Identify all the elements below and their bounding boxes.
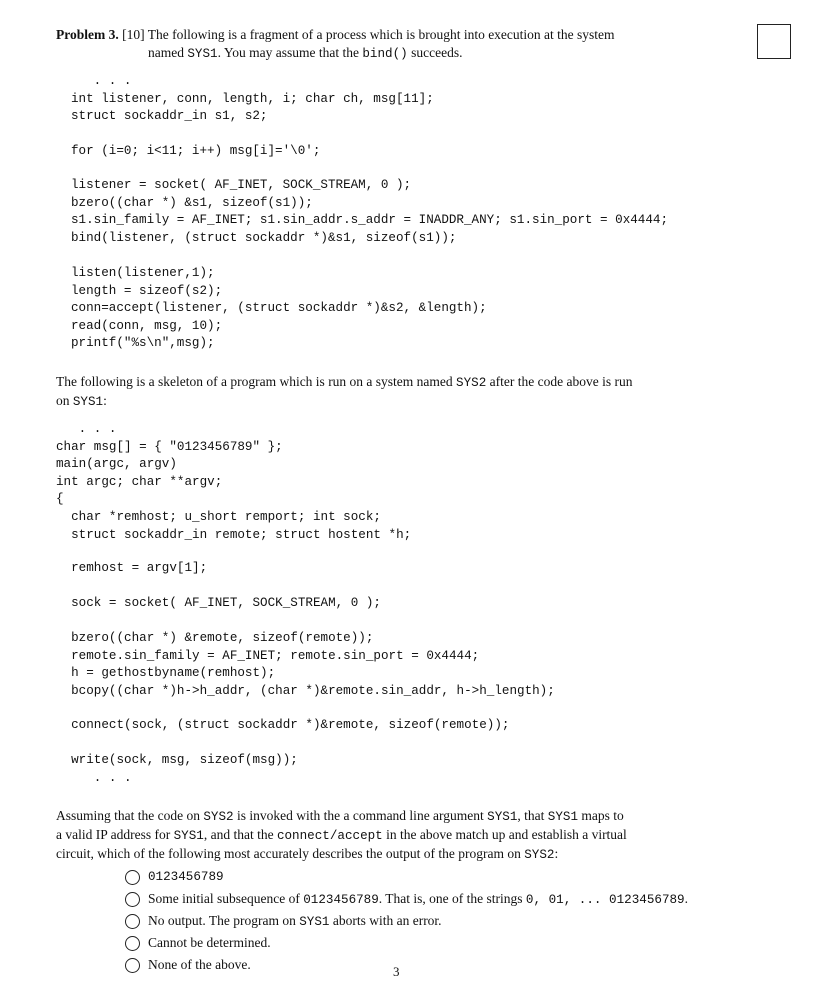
radio-option-3[interactable] xyxy=(125,914,140,929)
sys2-code-remhost: remhost = argv[1]; xyxy=(56,561,208,575)
bind-call-ref: bind() xyxy=(362,47,408,61)
sys1-ref: SYS1 xyxy=(72,395,104,409)
option-3-label xyxy=(148,912,442,931)
sys1-ref: SYS1 xyxy=(299,914,330,929)
sys1-ref: SYS1 xyxy=(547,810,579,824)
question-text: , that xyxy=(517,808,548,823)
option-5-label: None of the above. xyxy=(148,957,251,972)
radio-option-4[interactable] xyxy=(125,936,140,951)
page-number: 3 xyxy=(393,964,400,979)
radio-option-1[interactable] xyxy=(125,870,140,885)
option-2-text: . That is, one of the strings xyxy=(378,890,526,906)
middle-line-1 xyxy=(56,373,756,392)
option-4-label: Cannot be determined. xyxy=(148,935,271,950)
question-text: circuit, which of the following most accurately describes the output of the program on xyxy=(56,846,525,861)
option-2-text: Some initial subsequence of xyxy=(148,890,304,906)
score-box[interactable] xyxy=(757,24,791,59)
radio-option-5[interactable] xyxy=(125,958,140,973)
option-2[interactable] xyxy=(125,890,688,908)
sys1-ref: SYS1 xyxy=(173,829,204,843)
option-2-text: . xyxy=(684,890,688,906)
question-line-2 xyxy=(56,826,756,845)
option-3[interactable] xyxy=(125,912,442,930)
problem-text-2b: . You may assume that the xyxy=(217,45,363,60)
question-text: Assuming that the code on xyxy=(56,808,204,823)
question-text: a valid IP address for xyxy=(56,827,174,842)
option-3-text: No output. The program on xyxy=(148,912,300,928)
sys2-ref: SYS2 xyxy=(456,376,487,390)
question-paragraph xyxy=(56,807,756,864)
sys1-code-declarations: . . . int listener, conn, length, i; char ch, msg[11]; struct sockaddr_in s1, s2; xyxy=(71,74,434,124)
question-line-1 xyxy=(56,807,756,826)
problem-text-2a: named xyxy=(148,45,188,60)
sys2-code-write: write(sock, msg, sizeof(msg)); . . . xyxy=(71,753,298,785)
sys1-ref: SYS1 xyxy=(487,810,518,824)
option-4[interactable] xyxy=(125,934,271,952)
problem-statement xyxy=(56,26,746,63)
question-text: maps to xyxy=(578,808,624,823)
middle-paragraph xyxy=(56,373,756,411)
question-text: : xyxy=(554,846,559,861)
sys1-code-socket-bind: listener = socket( AF_INET, SOCK_STREAM, 0 ); bzero((char *) &s1, sizeof(s1)); s1.sin_family = AF_INET; s1.sin_addr.s_addr = INADDR_ANY; s1.sin_port = 0x4444; bind(listener, (struct sockaddr *)&s1, sizeof(s1)); xyxy=(71,178,669,245)
problem-text-1: The following is a fragment of a process which is brought into execution at the system xyxy=(147,27,615,42)
option-2-label xyxy=(148,890,688,909)
middle-text-2a: on xyxy=(56,393,73,408)
question-text: in the above match up and establish a virtual xyxy=(382,827,627,842)
option-5[interactable] xyxy=(125,956,251,974)
problem-points: [10] xyxy=(122,27,145,42)
radio-option-2[interactable] xyxy=(125,892,140,907)
option-1[interactable] xyxy=(125,868,224,886)
option-3-text: aborts with an error. xyxy=(329,912,442,928)
sys2-code-header: . . . char msg[] = { "0123456789" }; main(argc, argv) int argc; char **argv; { char *remhost; u_short remport; int sock; struct sockaddr_in remote; struct hostent *h; xyxy=(56,422,412,542)
sys2-code-socket: sock = socket( AF_INET, SOCK_STREAM, 0 ); xyxy=(56,596,381,610)
question-line-3 xyxy=(56,845,756,864)
connect-accept-ref: connect/accept xyxy=(276,829,383,843)
question-text: , and that the xyxy=(203,827,277,842)
option-1-label: 0123456789 xyxy=(148,870,224,884)
sys1-code-listen-read: listen(listener,1); length = sizeof(s2); conn=accept(listener, (struct sockaddr *)&s2, &length); read(conn, msg, 10); printf("%s\n",msg); xyxy=(71,266,487,351)
sys2-ref: SYS2 xyxy=(524,848,555,862)
middle-text-2b: : xyxy=(103,393,107,408)
option-2-mono: 0, 01, ... 0123456789 xyxy=(525,892,685,907)
sys1-ref: SYS1 xyxy=(187,47,218,61)
sys2-code-setup: bzero((char *) &remote, sizeof(remote)); remote.sin_family = AF_INET; remote.sin_port = 0x4444; h = gethostbyname(remhost); bcopy((char *)h->h_addr, (char *)&remote.sin_addr, h->h_length); xyxy=(71,631,555,698)
middle-line-2 xyxy=(56,392,756,411)
problem-text-2c: succeeds. xyxy=(407,45,463,60)
sys1-code-init-loop: for (i=0; i<11; i++) msg[i]='\0'; xyxy=(71,144,321,158)
problem-label: Problem 3. xyxy=(56,27,119,42)
problem-line-2 xyxy=(56,44,746,63)
middle-text-1a: The following is a skeleton of a program which is run on a system named xyxy=(56,374,457,389)
sys2-ref: SYS2 xyxy=(203,810,234,824)
question-text: is invoked with the a command line argument xyxy=(233,808,488,823)
sys2-code-connect: connect(sock, (struct sockaddr *)&remote, sizeof(remote)); xyxy=(56,718,510,732)
option-2-mono: 0123456789 xyxy=(303,892,379,907)
middle-text-1b: after the code above is run xyxy=(486,374,633,389)
problem-line-1 xyxy=(56,26,746,44)
